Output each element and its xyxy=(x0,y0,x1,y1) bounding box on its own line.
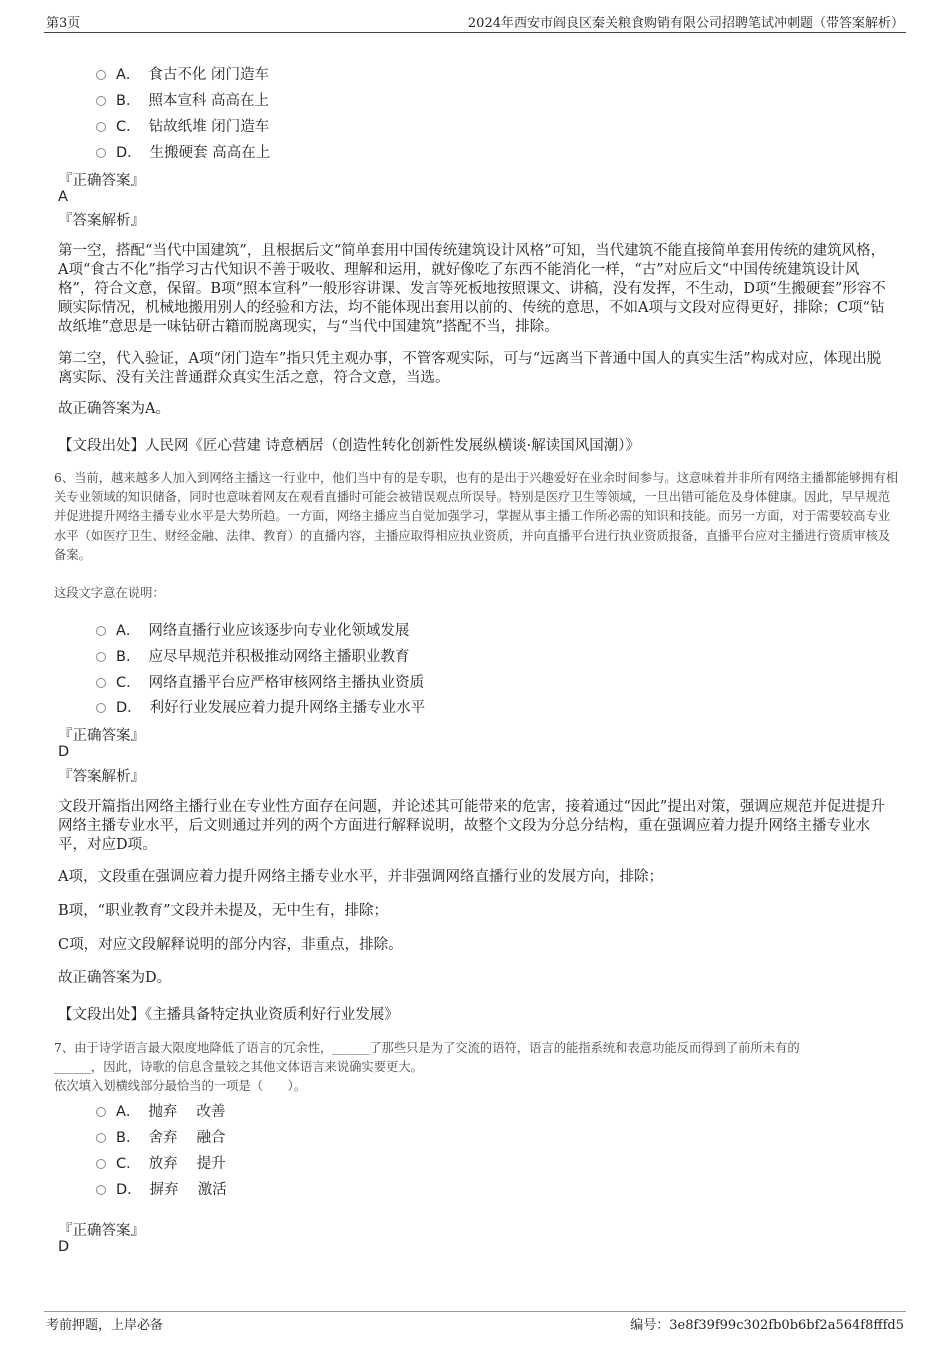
document-title: 2024年西安市阎良区秦关粮食购销有限公司招聘笔试冲刺题（带答案解析） xyxy=(467,16,904,31)
document-code: 编号：3e8f39f99c302fb0b6bf2a564f8fffd5 xyxy=(630,1318,904,1333)
q7-answer: D xyxy=(58,1239,70,1255)
q6-option-a[interactable] xyxy=(96,619,409,640)
q5-option-a[interactable] xyxy=(96,63,269,84)
q6-prompt: 这段文字意在说明： xyxy=(54,586,165,600)
q5-answer-label: 『正确答案』 xyxy=(58,173,145,189)
option-letter: C． xyxy=(116,1156,141,1172)
option-letter: A． xyxy=(116,67,141,83)
q6-stem: 6、当前，越来越多人加入到网络主播这一行业中，他们当中有的是专职，也有的是出于兴趣爱好在业余时间参与。这意味着并非所有网络主播都能够拥有相关专业领域的知识储备，同时也意味着网友在观看直播时可能会被错误观点所误导。特别是医疗卫生等领域，一旦出错可能危及身体健康。因此，早早规范并促进提升网络主播专业水平是大势所趋。一方面，网络主播应当自觉加强学习，掌握从事主播工作所必需的知识和技能。而另一方面，对于需要较高专业水平（如医疗卫生、财经金融、法律、教育）的直播内容，主播应取得相应执业资质，并向直播平台进行执业资质报备，直播平台应对主播进行资质审核及备案。 xyxy=(54,471,899,562)
option-letter: D． xyxy=(116,145,142,161)
option-text: 摒弃 激活 xyxy=(149,1182,227,1198)
radio-icon[interactable] xyxy=(96,1107,106,1117)
radio-icon[interactable] xyxy=(96,1159,106,1169)
q6-answer-label: 『正确答案』 xyxy=(58,728,145,744)
option-text: 照本宣科 高高在上 xyxy=(148,93,270,109)
radio-icon[interactable] xyxy=(96,1185,106,1195)
option-text: 钻故纸堆 闭门造车 xyxy=(148,119,270,135)
q6-analysis-conclusion: 故正确答案为D。 xyxy=(58,970,172,986)
q6-source: 【文段出处】《主播具备特定执业资质利好行业发展》 xyxy=(58,1007,399,1023)
option-text: 舍弃 融合 xyxy=(148,1130,226,1146)
option-text: 放弃 提升 xyxy=(148,1156,226,1172)
footer-slogan: 考前押题，上岸必备 xyxy=(46,1318,164,1333)
page-number: 第3页 xyxy=(46,16,81,31)
q7-option-a[interactable] xyxy=(96,1100,226,1121)
q6-analysis-paragraph: A项，文段重在强调应着力提升网络主播专业水平，并非强调网络直播行业的发展方向，排除； xyxy=(58,869,663,885)
radio-icon[interactable] xyxy=(96,148,106,158)
radio-icon[interactable] xyxy=(96,70,106,80)
option-text: 利好行业发展应着力提升网络主播专业水平 xyxy=(149,700,426,716)
option-letter: D． xyxy=(116,700,142,716)
option-letter: D． xyxy=(116,1182,142,1198)
option-letter: A． xyxy=(116,623,141,639)
footer-divider xyxy=(44,1311,906,1312)
option-text: 食古不化 闭门造车 xyxy=(148,67,270,83)
q5-option-b[interactable] xyxy=(96,89,269,110)
q6-answer: D xyxy=(58,744,70,760)
q6-option-d[interactable] xyxy=(96,696,425,717)
q6-analysis-paragraph: 文段开篇指出网络主播行业在专业性方面存在问题，并论述其可能带来的危害，接着通过“因此”提出对策，强调应规范并促进提升网络主播专业水平，后文则通过并列的两个方面进行解释说明，故整个文段为分总分结构，重在强调应着力提升网络主播专业水平，对应D项。 xyxy=(58,799,885,853)
q6-option-c[interactable] xyxy=(96,671,424,692)
q6-analysis-label: 『答案解析』 xyxy=(58,769,145,785)
q7-stem-line1: 7、由于诗学语言最大限度地降低了语言的冗余性，______了那些只是为了交流的语符，语言的能指系统和表意功能反而得到了前所未有的 xyxy=(54,1041,800,1055)
option-letter: B． xyxy=(116,93,141,109)
radio-icon[interactable] xyxy=(96,96,106,106)
q7-option-b[interactable] xyxy=(96,1126,226,1147)
header-divider xyxy=(44,32,906,33)
q5-analysis-label: 『答案解析』 xyxy=(58,213,145,229)
radio-icon[interactable] xyxy=(96,1133,106,1143)
option-letter: B． xyxy=(116,649,141,665)
q7-option-c[interactable] xyxy=(96,1152,226,1173)
option-text: 抛弃 改善 xyxy=(148,1104,226,1120)
q7-stem-line2: ______，因此，诗歌的信息含量较之其他文体语言来说确实要更大。 xyxy=(54,1060,423,1074)
q7-option-d[interactable] xyxy=(96,1178,227,1199)
option-text: 网络直播平台应严格审核网络主播执业资质 xyxy=(148,675,425,691)
q5-analysis-conclusion: 故正确答案为A。 xyxy=(58,401,170,417)
radio-icon[interactable] xyxy=(96,652,106,662)
q6-analysis-paragraph: C项，对应文段解释说明的部分内容，非重点，排除。 xyxy=(58,937,403,953)
q5-option-c[interactable] xyxy=(96,115,269,136)
q6-analysis-paragraph: B项，“职业教育”文段并未提及，无中生有，排除； xyxy=(58,903,388,919)
q5-source: 【文段出处】人民网《匠心营建 诗意栖居（创造性转化创新性发展纵横谈·解读国风国潮）》 xyxy=(58,438,640,454)
q7-prompt: 依次填入划横线部分最恰当的一项是（ ）。 xyxy=(54,1079,307,1093)
q5-analysis-paragraph: 第一空，搭配“当代中国建筑”，且根据后文“简单套用中国传统建筑设计风格”可知，当代建筑不能直接简单套用传统的建筑风格，A项“食古不化”指学习古代知识不善于吸收、理解和运用，就好像吃了东西不能消化一样，“古”对应后文“中国传统建筑设计风格”，符合文意，保留。B项“照本宣科”一般形容讲课、发言等死板地按照课文、讲稿，没有发挥，不生动，D项“生搬硬套”形容不顾实际情况，机械地搬用别人的经验和方法，均不能体现出套用以前的、传统的意思，不如A项与文段对应得更好，排除；C项“钻故纸堆”意思是一味钻研古籍而脱离现实，与“当代中国建筑”搭配不当，排除。 xyxy=(58,243,886,335)
q6-option-b[interactable] xyxy=(96,645,409,666)
radio-icon[interactable] xyxy=(96,626,106,636)
q5-answer: A xyxy=(58,189,68,205)
radio-icon[interactable] xyxy=(96,122,106,132)
option-letter: B． xyxy=(116,1130,141,1146)
option-text: 网络直播行业应该逐步向专业化领域发展 xyxy=(148,623,410,639)
option-text: 应尽早规范并积极推动网络主播职业教育 xyxy=(148,649,410,665)
option-text: 生搬硬套 高高在上 xyxy=(149,145,271,161)
q5-option-d[interactable] xyxy=(96,141,270,162)
q7-answer-label: 『正确答案』 xyxy=(58,1223,145,1239)
option-letter: C． xyxy=(116,675,141,691)
radio-icon[interactable] xyxy=(96,703,106,713)
option-letter: C． xyxy=(116,119,141,135)
q5-analysis-paragraph: 第二空，代入验证，A项“闭门造车”指只凭主观办事，不管客观实际，可与“远离当下普通中国人的真实生活”构成对应，体现出脱离实际、没有关注普通群众真实生活之意，符合文意，当选。 xyxy=(58,351,882,386)
option-letter: A． xyxy=(116,1104,141,1120)
radio-icon[interactable] xyxy=(96,678,106,688)
